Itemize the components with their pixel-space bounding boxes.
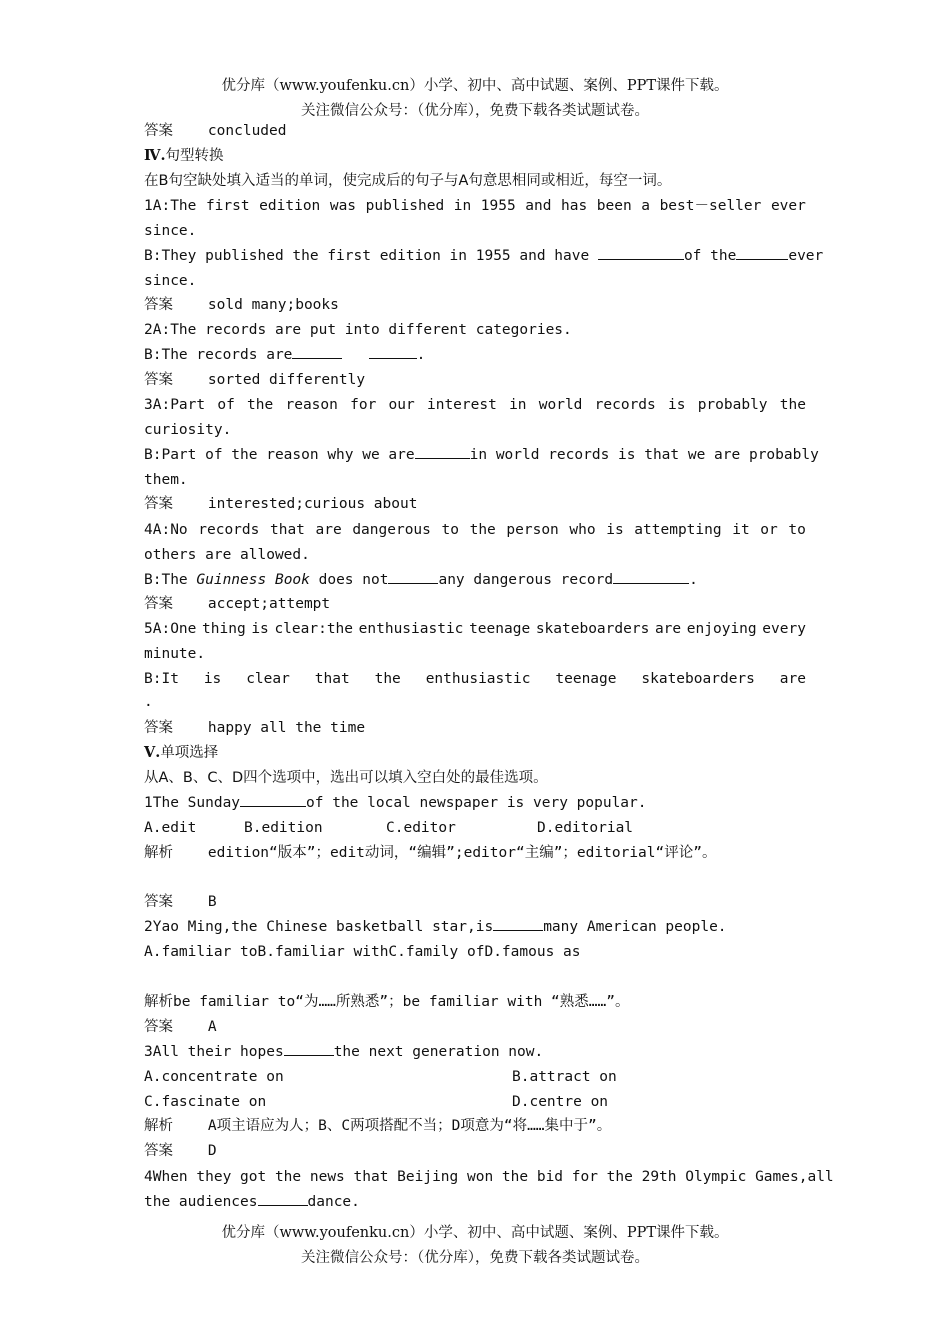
word: been [596,198,632,214]
mc-q2-stem: 2Yao Ming,the Chinese basketball star,is many American people. [144,919,727,935]
footer-line-2: 关注微信公众号：（优分库），免费下载各类试题试卷。 [301,1250,649,1266]
word: 1A:The [144,198,197,214]
word: skateboarders [641,671,755,687]
word: world [538,397,583,413]
word: teenage [469,621,531,637]
mc-q3-stem: 3All their hopes the next generation now. [144,1044,544,1060]
q3-a-line-2: curiosity. [144,422,232,438]
q1-answer: 答案 sold many;books [144,297,339,313]
q5-a-line-1 [144,620,806,638]
word: or [760,522,778,538]
word: is [668,397,686,413]
word: every [762,621,806,637]
word: enthusiastic [358,621,464,637]
section-4-instruction: 在B句空缺处填入适当的单词，使完成后的句子与A句意思相同或相近，每空一词。 [144,173,672,189]
q2-answer: 答案 sorted differently [144,372,366,388]
q3-answer: 答案 interested;curious about [144,496,418,512]
word: published [365,198,445,214]
word: probably [697,397,768,413]
mc-q3-options-row-2: C.fascinate on D.centre on [144,1094,609,1110]
word: edition [259,198,321,214]
mc-q1-stem: 1The Sunday of the local newspaper is very popular. [144,795,647,811]
section-5-heading: Ⅴ.单项选择 [144,744,219,761]
mc-q4-stem-line-1: 4When they got the news that Beijing won the bid for the 29th Olympic Games,all [144,1169,834,1185]
word: first [205,198,250,214]
word: enjoying [686,621,757,637]
word: it [732,522,750,538]
mc-q3-answer: 答案 D [144,1143,217,1159]
word: best－seller [659,198,762,214]
word: attempting [634,522,722,538]
word: to [441,522,459,538]
word: the [469,522,496,538]
word: to [788,522,806,538]
q1-b-line-2: since. [144,273,197,289]
word: thing [202,621,246,637]
word: who [569,522,596,538]
mc-q2-options: A.familiar toB.familiar withC.family ofD.famous as [144,944,581,960]
q2-a-line: 2A:The records are put into different categories. [144,322,572,338]
word: the [374,671,401,687]
word: has [561,198,588,214]
word: records [594,397,656,413]
section-4-heading: Ⅳ.句型转换 [144,147,224,164]
word: was [329,198,357,214]
section-5-instruction: 从A、B、C、D四个选项中，选出可以填入空白处的最佳选项。 [144,770,548,786]
word: for [350,397,377,413]
q3-b-line-1: B:Part of the reason why we are in world records is that we are probably [144,447,819,463]
word: is [606,522,624,538]
q4-answer: 答案 accept;attempt [144,596,331,612]
word: are [315,522,342,538]
word: interest [426,397,497,413]
q5-a-line-2: minute. [144,646,206,662]
word: our [388,397,415,413]
q3-a-line-1 [144,396,806,414]
word: 4A:No [144,522,188,538]
q1-a-line-2: since. [144,223,197,239]
word: dangerous [352,522,431,538]
q5-b-line-1 [144,670,806,688]
word: and [525,198,552,214]
q1-b-line-1: B:They published the first edition in 1955 and have of the ever [144,248,824,264]
word: in [509,397,527,413]
word: clear:the [274,621,354,637]
header-line-1: 优分库（www.youfenku.cn）小学、初中、高中试题、案例、PPT课件下载。 [221,78,729,94]
word: the [779,397,806,413]
q5-answer: 答案 happy all the time [144,720,366,736]
word: in [453,198,472,214]
word: that [269,522,305,538]
word: enthusiastic [425,671,531,687]
mc-q1-options: A.edit B.edition C.editor D.editorial [144,820,634,836]
word: 3A:Part [144,397,206,413]
word: the [247,397,274,413]
mc-q3-analysis: 解析 A项主语应为人；B、C两项搭配不当；D项意为“将……集中于”。 [144,1118,612,1134]
q1-a-line-1 [144,197,806,215]
mc-q3-options-row-1: A.concentrate on B.attract on [144,1069,617,1085]
mc-q2-analysis: 解析be familiar to“为……所熟悉”；be familiar with “熟悉……”。 [144,994,630,1010]
q4-b-line: B:The Guinness Book does not any dangerous record . [144,572,698,588]
word: person [506,522,559,538]
q2-b-line: B:The records are . [144,347,426,363]
word: clear [246,671,290,687]
word: 1955 [480,198,516,214]
mc-q2-answer: 答案 A [144,1019,217,1035]
word: reason [285,397,338,413]
word: that [314,671,350,687]
footer-line-1: 优分库（www.youfenku.cn）小学、初中、高中试题、案例、PPT课件下载。 [221,1225,729,1241]
answer-line: 答案 concluded [144,123,287,139]
q3-b-line-2: them. [144,472,188,488]
word: is [203,671,222,687]
word: 5A:One [144,621,197,637]
word: ever [770,198,806,214]
word: is [251,621,269,637]
mc-q1-answer: 答案 B [144,894,217,910]
word: are [654,621,682,637]
word: of [217,397,235,413]
mc-q4-stem-line-2: the audiences dance. [144,1194,360,1210]
word: teenage [555,671,617,687]
word: are [779,671,806,687]
word: skateboarders [535,621,650,637]
q4-a-line-2: others are allowed. [144,547,310,563]
q5-b-line-2: . [144,694,153,710]
word: records [198,522,260,538]
header-line-2: 关注微信公众号：（优分库），免费下载各类试题试卷。 [301,103,649,119]
mc-q1-analysis: 解析 edition“版本”；edit动词，“编辑”;editor“主编”；editorial“评论”。 [144,845,717,861]
q4-a-line-1 [144,521,806,539]
word: a [641,198,651,214]
word: B:It [144,671,179,687]
